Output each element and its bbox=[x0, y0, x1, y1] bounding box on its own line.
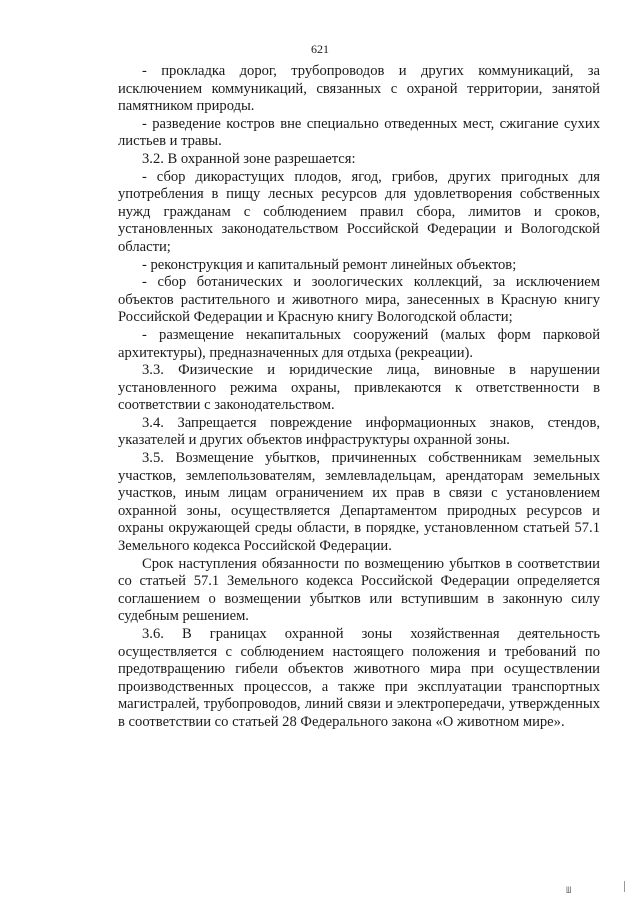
paragraph-gathering: - сбор дикорастущих плодов, ягод, грибов, других пригодных для употребления в пищу лесных ресурсов для удовлетворения собственных нужд гражданам с соблюдением правил сбора, лимитов и сроков, установленных законодательством Российской Федерации и Вологодской области; bbox=[118, 168, 600, 255]
edge-mark bbox=[624, 881, 625, 892]
paragraph-reconstruction: - реконструкция и капитальный ремонт линейных объектов; bbox=[142, 256, 517, 273]
paragraph-3-2-heading: 3.2. В охранной зоне разрешается: bbox=[142, 150, 356, 167]
paragraph-collections: - сбор ботанических и зоологических коллекций, за исключением объектов растительного и животного мира, занесенных в Красную книгу Российской Федерации и Красную книгу Вологодской области; bbox=[118, 274, 600, 326]
paragraph-damages-term: Срок наступления обязанности по возмещению убытков в соответствии со статьей 57.1 Земельного кодекса Российской Федерации определяется соглашением о возмещении убытков или вступившим в законную силу судебным решением. bbox=[118, 555, 600, 625]
paragraph-3-3: 3.3. Физические и юридические лица, виновные в нарушении установленного режима охраны, привлекаются к ответственности в соответствии с законодательством. bbox=[118, 362, 600, 414]
scan-marks: Ш bbox=[566, 886, 573, 896]
document-body bbox=[118, 63, 600, 732]
paragraph-fires: - разведение костров вне специально отведенных мест, сжигание сухих листьев и травы. bbox=[118, 115, 600, 150]
paragraph-3-4: 3.4. Запрещается повреждение информационных знаков, стендов, указателей и других объектов инфраструктуры охранной зоны. bbox=[118, 414, 600, 449]
paragraph-structures: - размещение некапитальных сооружений (малых форм парковой архитектуры), предназначенных для отдыха (рекреации). bbox=[118, 326, 600, 361]
paragraph-roads: - прокладка дорог, трубопроводов и других коммуникаций, за исключением коммуникаций, связанных с охраной территории, занятой памятником природы. bbox=[118, 63, 600, 115]
paragraph-3-6: 3.6. В границах охранной зоны хозяйственная деятельность осуществляется с соблюдением настоящего положения и требований по предотвращению гибели объектов животного мира при осуществлении производственных процессов, а также при эксплуатации транспортных магистралей, трубопроводов, линий связи и электропередачи, утвержденных в соответствии со статьей 28 Федерального закона «О животном мире». bbox=[118, 626, 600, 730]
paragraph-3-5: 3.5. Возмещение убытков, причиненных собственникам земельных участков, землепользователям, землевладельцам, арендаторам земельных участков, иным лицам ограничением их прав в связи с установлением охранной зоны, осуществляется Департаментом природных ресурсов и охраны окружающей среды области, в порядке, установленном статьей 57.1 Земельного кодекса Российской Федерации. bbox=[118, 450, 600, 555]
page-number: 621 bbox=[311, 42, 329, 56]
